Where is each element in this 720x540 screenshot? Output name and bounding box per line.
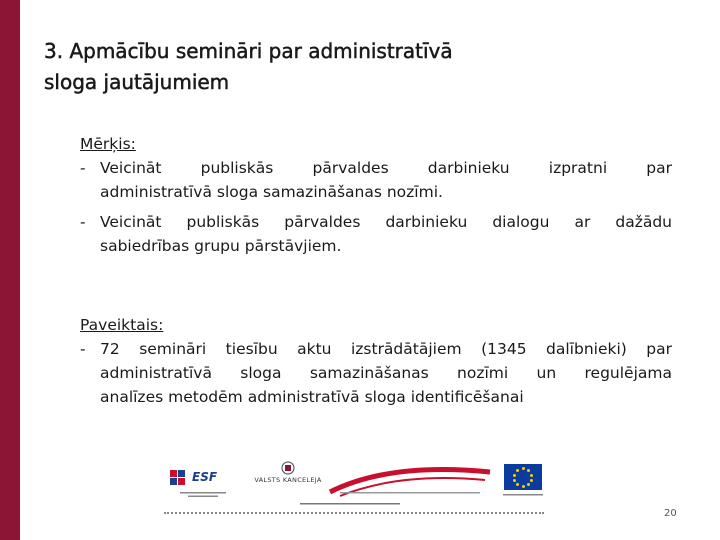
page-number: 20	[664, 508, 677, 519]
done-heading: Paveiktais:	[80, 316, 164, 334]
crest-icon	[252, 460, 324, 476]
slide-title-line-2: sloga jautājumiem	[44, 70, 230, 94]
goal-item	[80, 156, 672, 204]
eu-label-line	[503, 493, 543, 497]
done-item-1-line-3: analīzes metodēm administratīvā sloga identificēšanai	[100, 388, 524, 406]
bullet-dash: -	[80, 159, 86, 177]
done-item-1-line-2: administratīvā sloga samazināšanas nozīmi un regulējama	[100, 364, 672, 382]
bullet-dash: -	[80, 340, 86, 358]
valsts-kanceleja-logo	[252, 460, 324, 500]
slogan-line	[300, 501, 400, 506]
esf-square	[170, 478, 177, 485]
vk-logo-text: VALSTS KANCELEJA	[254, 476, 322, 484]
bullet-dash: -	[80, 213, 86, 231]
esf-logo	[170, 464, 226, 500]
esf-logo-subtext	[180, 492, 230, 499]
esf-square	[170, 470, 177, 477]
goal-item-1-line-2: administratīvā sloga samazināšanas nozīmi.	[100, 183, 443, 201]
goal-item-2-line-1: Veicināt publiskās pārvaldes darbinieku dialogu ar dažādu	[100, 213, 672, 231]
goal-item	[80, 210, 672, 258]
goal-section	[80, 132, 672, 258]
eu-flag-label	[500, 493, 546, 498]
dotted-divider	[164, 512, 544, 514]
eu-flag-icon	[504, 464, 542, 490]
done-item	[80, 337, 672, 409]
goal-item-1-line-1: Veicināt publiskās pārvaldes darbinieku izpratni par	[100, 159, 672, 177]
esf-subtext-lines	[180, 492, 226, 498]
footer-logos	[160, 458, 550, 520]
slide-title	[44, 36, 664, 98]
side-accent-bar	[0, 0, 20, 540]
goal-item-2-line-2: sabiedrības grupu pārstāvjiem.	[100, 237, 342, 255]
partnership-swoosh-logo	[320, 462, 500, 502]
done-item-1-line-1: 72 semināri tiesību aktu izstrādātājiem (1345 dalībnieki) par	[100, 340, 672, 358]
esf-logo-text: ESF	[192, 470, 218, 484]
esf-square	[178, 470, 185, 477]
goal-heading: Mērķis:	[80, 135, 136, 153]
esf-square	[178, 478, 185, 485]
slogan	[300, 501, 400, 508]
slide-title-line-1: 3. Apmācību semināri par administratīvā	[44, 39, 453, 63]
done-section	[80, 313, 672, 409]
